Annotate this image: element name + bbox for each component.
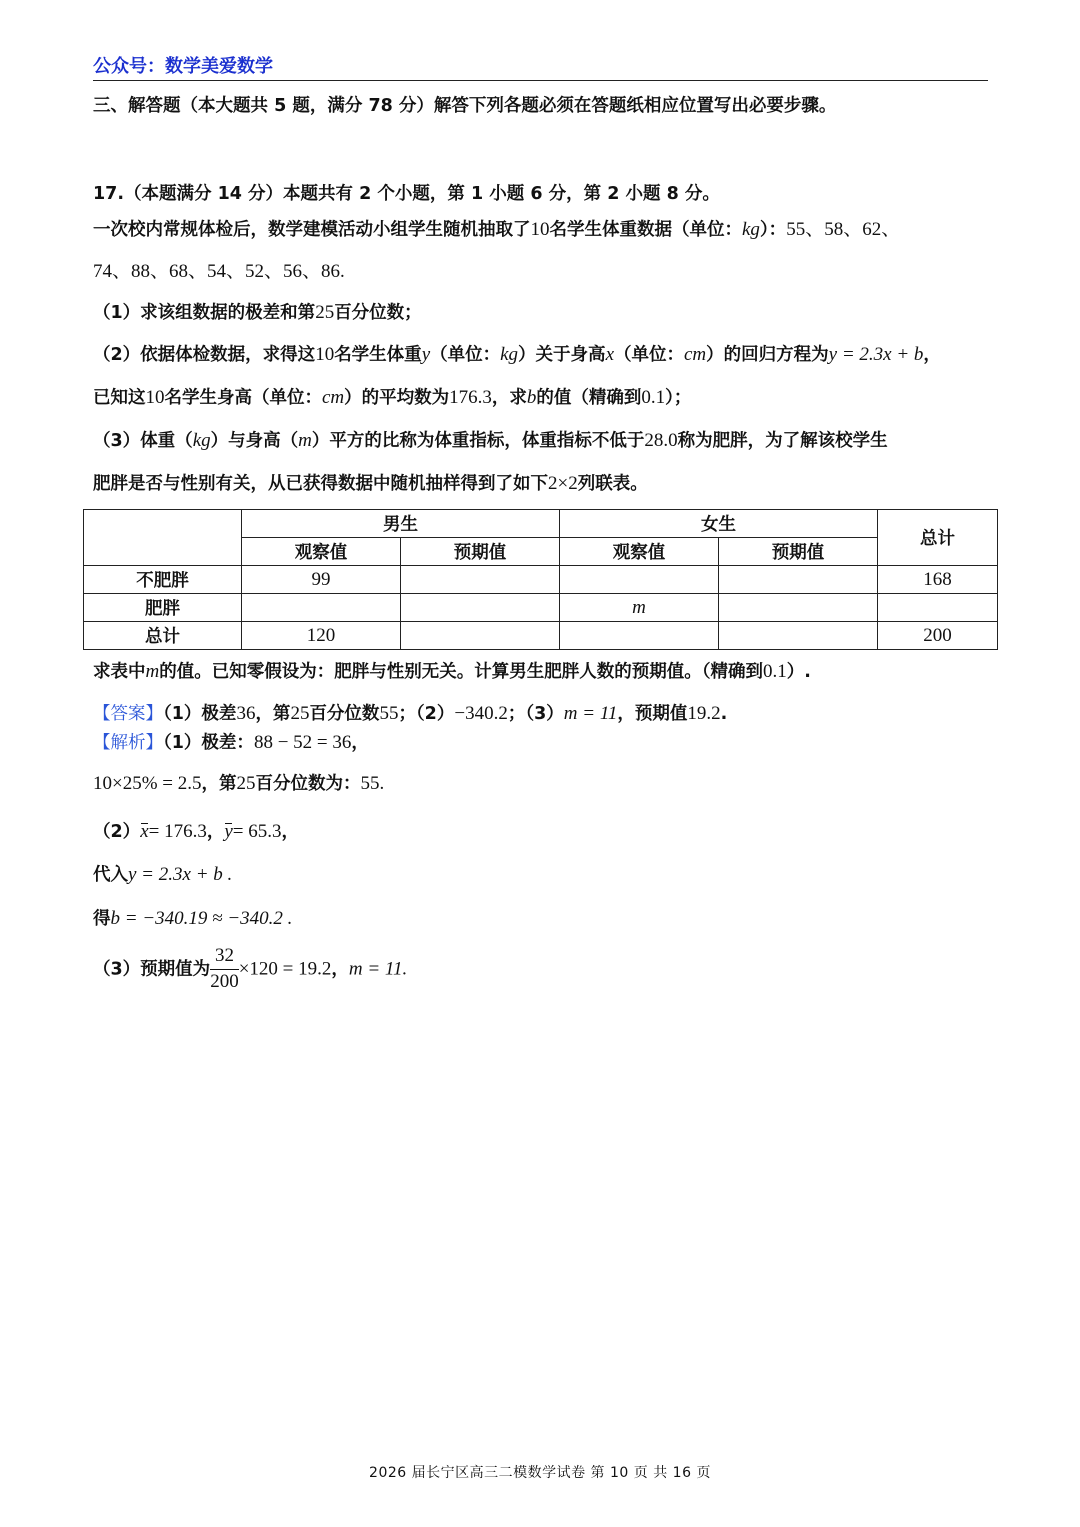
numerator: 32: [210, 946, 239, 970]
header-expected: 预期值: [401, 538, 560, 566]
text: ，: [351, 733, 369, 753]
table-header-row: [84, 510, 998, 538]
equation: 10×25% = 2.5: [93, 773, 202, 794]
answer-tag: 【答案】: [93, 704, 163, 724]
value: m = 11: [563, 703, 618, 724]
number: 25: [315, 302, 335, 323]
value: 36: [236, 703, 256, 724]
header-rule: [93, 80, 988, 81]
unit-kg: kg: [742, 219, 760, 240]
analysis-line-6: [93, 946, 407, 993]
text: （1）求该组数据的极差和第: [93, 303, 316, 323]
y-bar: y: [224, 821, 233, 842]
text: 百分位数；: [334, 303, 422, 323]
number: 10: [145, 387, 165, 408]
number: 10: [530, 219, 550, 240]
row-label: 肥胖: [84, 594, 242, 622]
header-male: 男生: [242, 510, 560, 538]
threshold: 28.0: [644, 430, 678, 451]
part-1: [93, 299, 422, 324]
cell: [719, 622, 878, 650]
text: ；（2）: [398, 704, 455, 724]
row-label: 不肥胖: [84, 566, 242, 594]
number: 25: [236, 773, 256, 794]
text: ；（3）: [507, 704, 564, 724]
text: 名学生身高（单位：: [164, 388, 322, 408]
analysis-line-4: [93, 861, 232, 886]
cell: [242, 594, 401, 622]
text: （3）预期值为: [93, 959, 211, 980]
text: ，: [206, 822, 225, 842]
x-bar: x: [140, 821, 149, 842]
text: （1）极差：: [163, 733, 254, 753]
question-intro: 17.（本题满分 14 分）本题共有 2 个小题，第 1 小题 6 分，第 2 小题 8 分。: [93, 184, 720, 204]
text: ）.: [786, 662, 811, 682]
cell: 99: [242, 566, 401, 594]
text: ）平方的比称为体重指标，体重指标不低于: [311, 431, 645, 451]
var-b: b: [526, 387, 537, 408]
table-row: [84, 566, 998, 594]
text: （2）: [93, 822, 141, 842]
text: ）的回归方程为: [706, 345, 829, 365]
text: ，预期值: [617, 704, 688, 724]
header-total: 总计: [878, 510, 998, 566]
var-x: x: [605, 344, 614, 365]
text: 已知这: [93, 388, 146, 408]
question-line-1: [93, 214, 900, 241]
denominator: 200: [210, 970, 239, 992]
precision: 0.1: [762, 661, 787, 682]
table-row: [84, 594, 998, 622]
part-2: [93, 341, 941, 366]
text: （单位：: [430, 345, 501, 365]
header-expected: 预期值: [719, 538, 878, 566]
unit-cm: cm: [684, 344, 707, 365]
equation: b = −340.19 ≈ −340.2 .: [110, 908, 293, 929]
text: ）；: [665, 388, 692, 408]
text: 求表中: [93, 662, 146, 682]
text: （2）依据体检数据，求得这: [93, 345, 316, 365]
var-y: y: [421, 344, 431, 365]
unit-kg: kg: [192, 430, 211, 451]
cell: [719, 594, 878, 622]
header-observed: 观察值: [242, 538, 401, 566]
text: 代入: [93, 865, 128, 885]
text: ，第: [201, 774, 237, 794]
text: （3）体重（: [93, 431, 193, 451]
cell: 168: [878, 566, 998, 594]
analysis-tag: 【解析】: [93, 733, 163, 753]
text: .: [720, 704, 728, 724]
number: 10: [315, 344, 335, 365]
text: 肥胖是否与性别有关，从已获得数据中随机抽样得到了如下: [93, 474, 548, 494]
header-observed: 观察值: [560, 538, 719, 566]
text: ，第: [255, 704, 291, 724]
cell: [560, 622, 719, 650]
equation: 88 − 52 = 36: [253, 732, 352, 753]
table-size: 2×2: [548, 473, 578, 494]
value: 25: [290, 703, 310, 724]
weight-data: 55、58、62、: [786, 219, 901, 240]
text: 称为肥胖，为了解该校学生: [677, 431, 888, 451]
text: 百分位数为：: [255, 774, 361, 794]
analysis-line-5: [93, 905, 292, 930]
text: （单位：: [614, 345, 684, 365]
analysis-line-1: [93, 729, 369, 754]
equation: = 176.3: [148, 821, 207, 842]
text: ）关于身高: [518, 345, 606, 365]
question-line-2: [93, 256, 345, 283]
text: 名学生体重: [334, 345, 422, 365]
unit-cm: cm: [322, 387, 345, 408]
analysis-line-2: [93, 770, 384, 795]
value: 19.2: [687, 703, 721, 724]
answer-line: [93, 700, 727, 725]
text: ，: [281, 822, 299, 842]
text: （1）极差: [163, 704, 237, 724]
text: 一次校内常规体检后，数学建模活动小组学生随机抽取了: [93, 220, 531, 240]
text: 的值（精确到: [536, 388, 642, 408]
value: −340.2: [454, 703, 508, 724]
text: ，: [331, 959, 349, 980]
cell: [401, 622, 560, 650]
text: ）：: [759, 220, 787, 240]
text: 的值。已知零假设为：肥胖与性别无关。计算男生肥胖人数的预期值。（精确到: [159, 662, 763, 682]
contingency-table: [83, 509, 998, 650]
regression-equation: y = 2.3x + b: [828, 344, 924, 365]
header-brand: 公众号：数学美爱数学: [93, 56, 273, 77]
cell: [401, 594, 560, 622]
analysis-line-3: [93, 818, 299, 843]
equation: ×120 = 19.2: [238, 958, 332, 980]
equation: m = 11.: [348, 958, 408, 980]
header-female: 女生: [560, 510, 878, 538]
corner-cell: [84, 510, 242, 566]
cell: [878, 594, 998, 622]
cell: [401, 566, 560, 594]
text: ）与身高（: [210, 431, 299, 451]
text: ）的平均数为: [344, 388, 450, 408]
precision: 0.1: [641, 387, 666, 408]
cell: m: [560, 594, 719, 622]
value: 55.: [360, 773, 385, 794]
row-label: 总计: [84, 622, 242, 650]
text: ，: [923, 345, 941, 365]
cell: 200: [878, 622, 998, 650]
mean-height: 176.3: [449, 387, 492, 408]
equation: = 65.3: [232, 821, 282, 842]
cell: 120: [242, 622, 401, 650]
text: ，求: [491, 388, 527, 408]
equation: y = 2.3x + b .: [128, 864, 233, 885]
part-2-cont: [93, 384, 691, 409]
text: 百分位数: [309, 704, 380, 724]
fraction: [210, 946, 239, 993]
page-footer: 2026 届长宁区高三二模数学试卷 第 10 页 共 16 页: [369, 1465, 711, 1481]
table-question: [93, 658, 811, 683]
var-m: m: [145, 661, 160, 682]
section-title: 三、解答题（本大题共 5 题，满分 78 分）解答下列各题必须在答题纸相应位置写出必要步骤。: [93, 96, 837, 116]
cell: [560, 566, 719, 594]
text: 列联表。: [577, 474, 648, 494]
part-3: [93, 427, 888, 452]
part-3-cont: [93, 470, 648, 495]
unit-m: m: [298, 430, 312, 451]
unit-kg: kg: [500, 344, 519, 365]
cell: [719, 566, 878, 594]
text: 得: [93, 909, 111, 929]
weight-data: 74、88、68、54、52、56、86.: [93, 261, 345, 282]
table-row: [84, 622, 998, 650]
text: 名学生体重数据（单位：: [549, 220, 742, 240]
value: 55: [379, 703, 399, 724]
